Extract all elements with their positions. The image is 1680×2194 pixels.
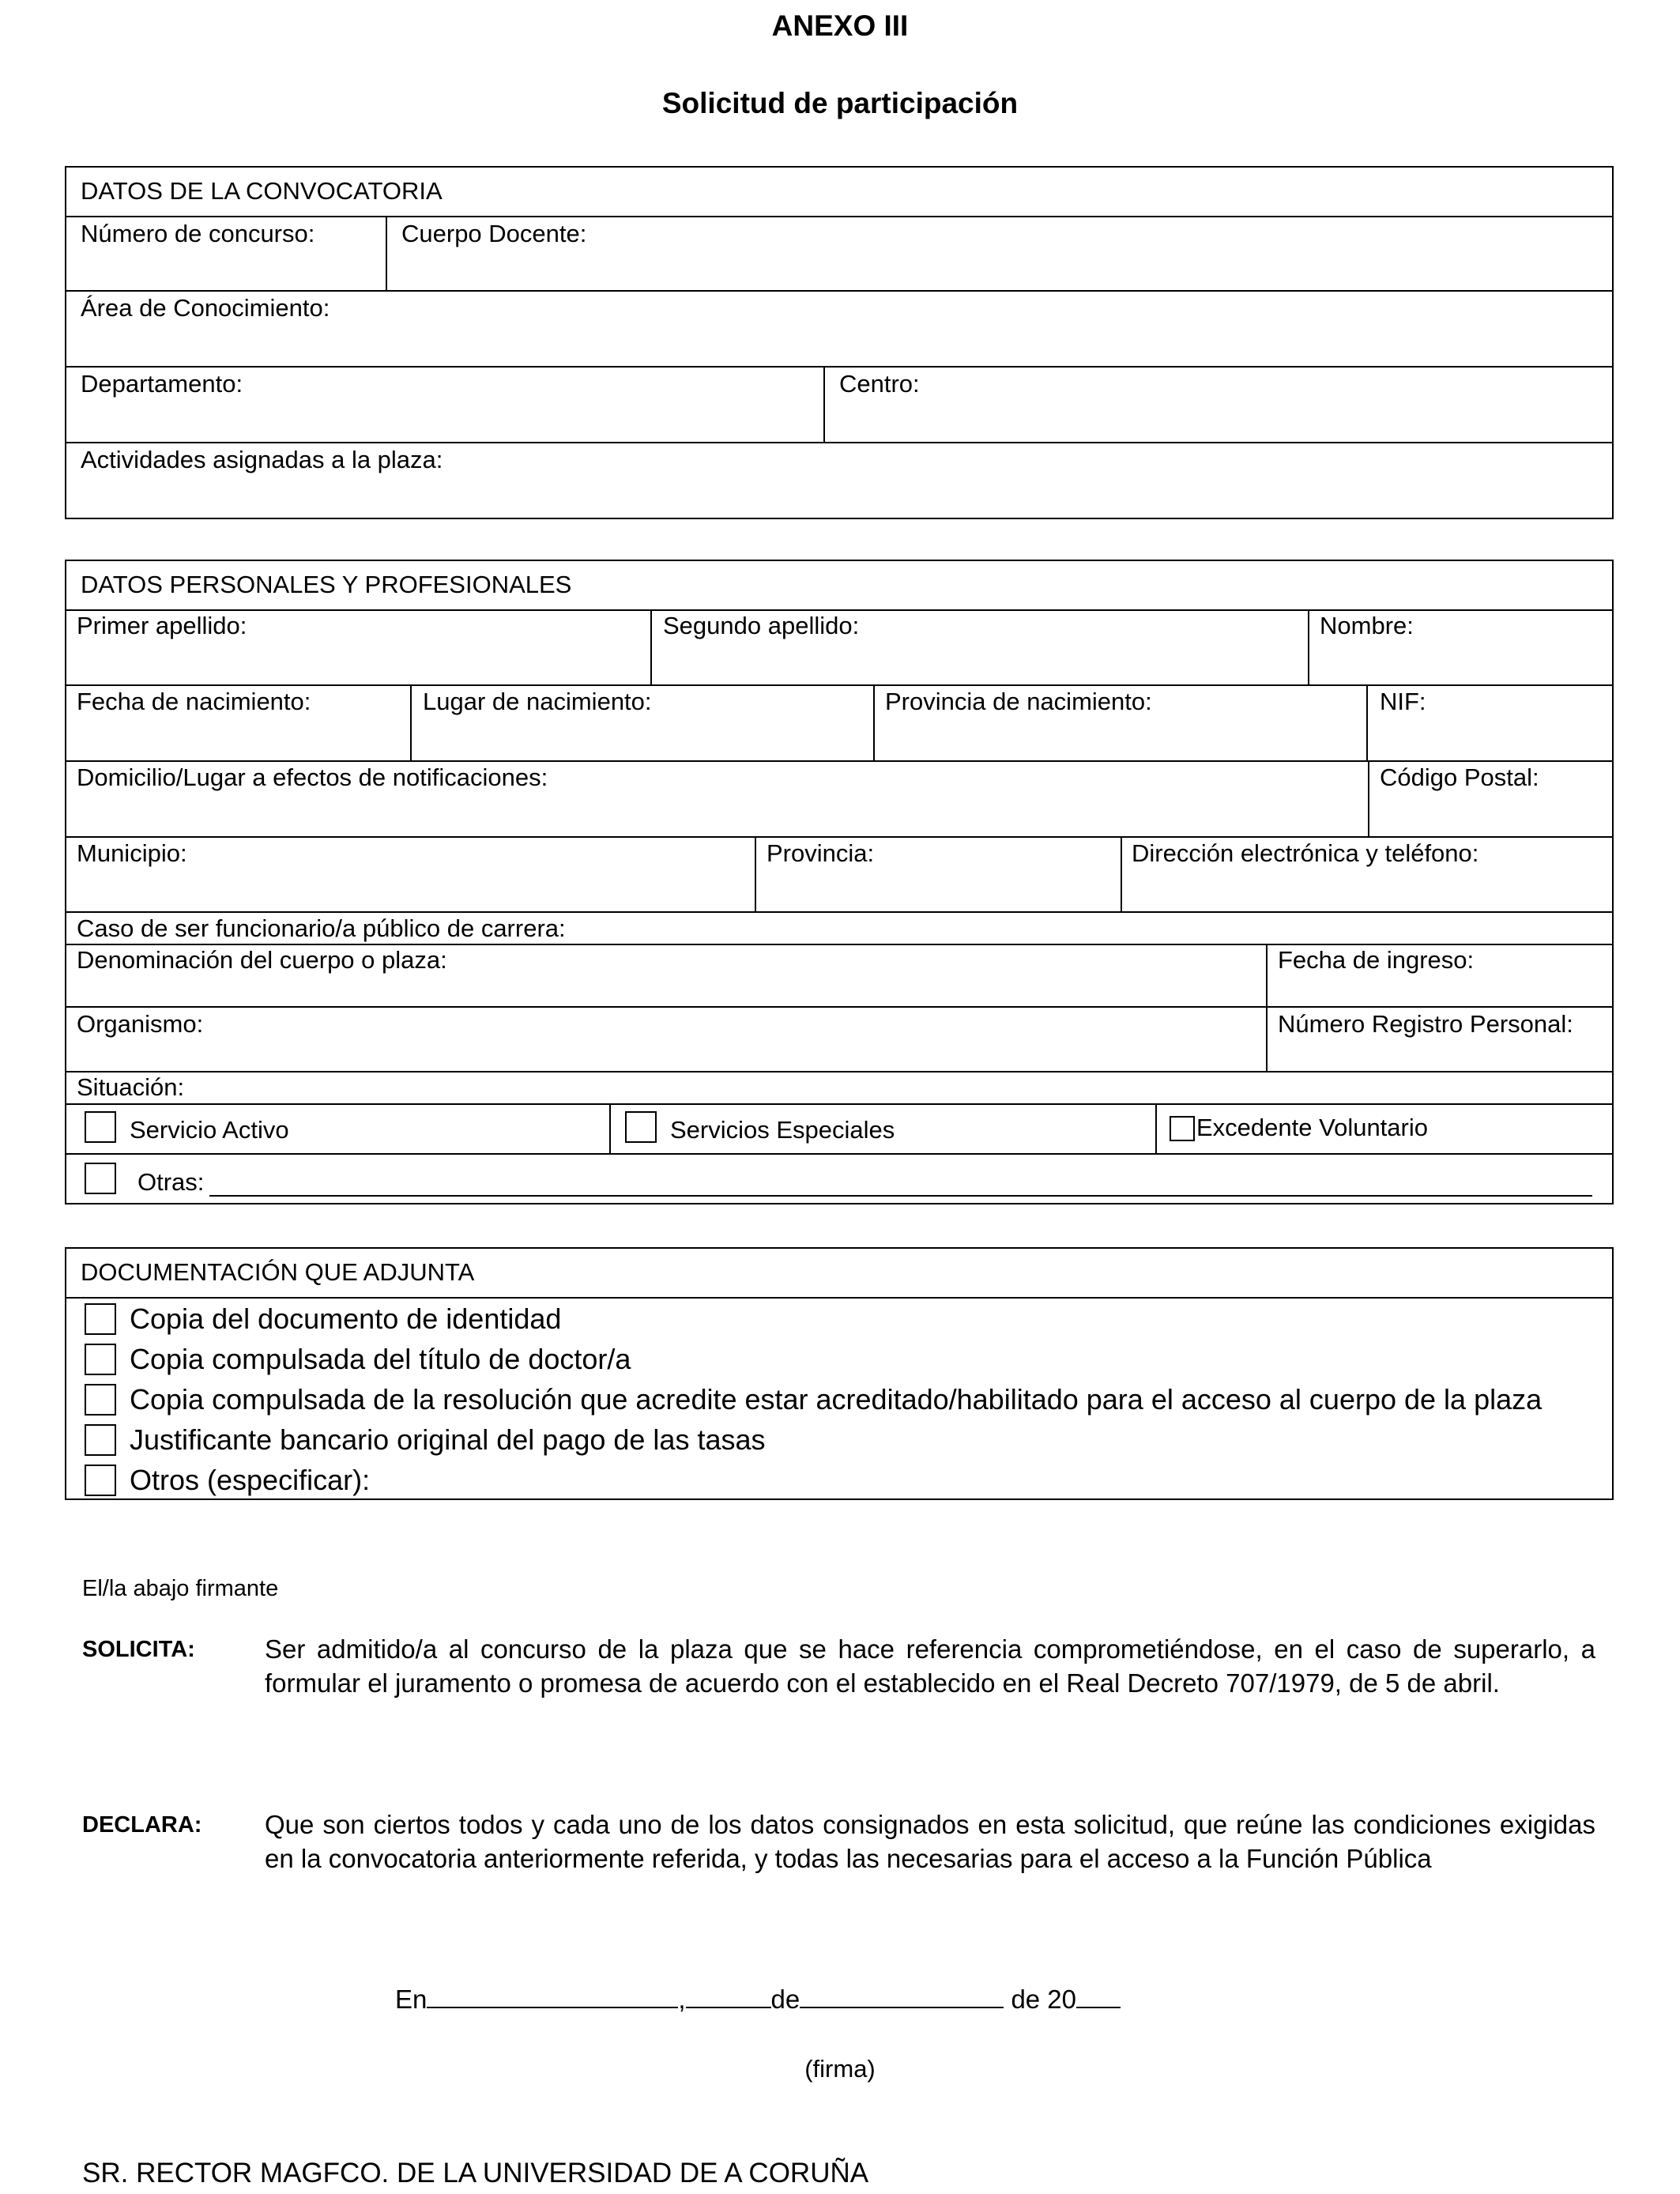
personales-heading: DATOS PERSONALES Y PROFESIONALES: [81, 571, 572, 598]
divider: [1308, 609, 1309, 684]
form-title: Solicitud de participación: [661, 87, 1019, 119]
domicilio-field[interactable]: Domicilio/Lugar a efectos de notificaciones:: [77, 763, 548, 791]
declara-text: Que son ciertos todos y cada uno de los datos consignados en esta solicitud, que reúne las condiciones exigidas en la convocatoria anteriormente referida, y todas las necesarias para el acceso a la Función Pública: [265, 1810, 1595, 1873]
fecha-ingreso-field[interactable]: Fecha de ingreso:: [1278, 946, 1475, 974]
doc-item: Copia compulsada de la resolución que acredite estar acreditado/habilitado para el acceso al cuerpo de la plaza: [130, 1383, 1543, 1416]
divider: [65, 1153, 1614, 1155]
lugar-blank[interactable]: [427, 1983, 678, 2008]
doc-identidad-checkbox[interactable]: [85, 1303, 116, 1335]
divider: [1368, 760, 1369, 836]
numero-concurso-field[interactable]: Número de concurso:: [81, 220, 315, 247]
fecha-nacimiento-field[interactable]: Fecha de nacimiento:: [77, 688, 311, 715]
nif-field[interactable]: NIF:: [1380, 688, 1426, 715]
doc-justificante-checkbox[interactable]: [85, 1424, 116, 1456]
divider: [65, 911, 1614, 913]
divider: [65, 216, 1614, 217]
divider: [65, 1103, 1614, 1105]
cuerpo-docente-field[interactable]: Cuerpo Docente:: [401, 220, 587, 247]
personales-section: [65, 560, 1614, 1204]
servicios-especiales-checkbox[interactable]: [625, 1111, 657, 1143]
denominacion-field[interactable]: Denominación del cuerpo o plaza:: [77, 946, 447, 974]
fecha-en: En: [395, 1985, 428, 2014]
anio-blank[interactable]: [1076, 1983, 1121, 2008]
excedente-voluntario-label: Excedente Voluntario: [1196, 1114, 1428, 1141]
centro-field[interactable]: Centro:: [839, 370, 920, 398]
divider: [873, 684, 875, 760]
mes-blank[interactable]: [800, 1983, 1004, 2008]
divider: [65, 760, 1614, 762]
doc-item: Copia del documento de identidad: [130, 1302, 562, 1335]
area-conocimiento-field[interactable]: Área de Conocimiento:: [81, 294, 330, 322]
divider: [1366, 684, 1368, 760]
divider: [65, 609, 1614, 611]
solicita-label: SOLICITA:: [82, 1637, 195, 1662]
dia-blank[interactable]: [686, 1983, 771, 2008]
divider: [1121, 836, 1122, 911]
solicita-text: Ser admitido/a al concurso de la plaza que se hace referencia comprometiéndose, en el caso de superarlo, a formular el juramento o promesa de acuerdo con el establecido en el Real Decreto 707/1979, de 5 de abril.: [265, 1634, 1595, 1698]
servicio-activo-checkbox[interactable]: [85, 1111, 116, 1143]
provincia-field[interactable]: Provincia:: [767, 839, 875, 867]
fecha-de: de: [770, 1985, 800, 2014]
divider: [65, 1006, 1614, 1008]
nombre-field[interactable]: Nombre:: [1320, 612, 1414, 639]
divider: [410, 684, 412, 760]
divider: [755, 836, 756, 911]
firmante-intro: El/la abajo firmante: [82, 1576, 279, 1601]
divider: [386, 216, 387, 290]
doc-otros-checkbox[interactable]: [85, 1465, 116, 1496]
documentacion-heading: DOCUMENTACIÓN QUE ADJUNTA: [81, 1258, 475, 1286]
annex-title: ANEXO III: [771, 9, 909, 42]
doc-titulo-checkbox[interactable]: [85, 1344, 116, 1375]
divider: [65, 1071, 1614, 1072]
firma-label: (firma): [804, 2055, 876, 2083]
lugar-nacimiento-field[interactable]: Lugar de nacimiento:: [423, 688, 652, 715]
divider: [65, 944, 1614, 945]
otras-label: Otras:: [137, 1168, 205, 1196]
divider: [65, 442, 1614, 443]
divider: [1155, 1103, 1157, 1153]
doc-item: Otros (especificar):: [130, 1464, 371, 1496]
excedente-voluntario-checkbox[interactable]: [1170, 1116, 1195, 1141]
divider: [650, 609, 652, 684]
servicios-especiales-label: Servicios Especiales: [670, 1116, 895, 1144]
divider: [65, 366, 1614, 368]
otras-line[interactable]: [209, 1195, 1592, 1197]
funcionario-heading: Caso de ser funcionario/a público de carrera:: [77, 914, 566, 942]
organismo-field[interactable]: Organismo:: [77, 1010, 204, 1038]
provincia-nacimiento-field[interactable]: Provincia de nacimiento:: [885, 688, 1152, 715]
declara-label: DECLARA:: [82, 1812, 202, 1838]
divider: [609, 1103, 611, 1153]
otras-checkbox[interactable]: [85, 1163, 116, 1194]
fecha-comma: ,: [678, 1985, 686, 2014]
servicio-activo-label: Servicio Activo: [130, 1116, 289, 1144]
doc-item: Justificante bancario original del pago de las tasas: [130, 1423, 766, 1456]
registro-personal-field[interactable]: Número Registro Personal:: [1278, 1010, 1573, 1038]
doc-resolucion-checkbox[interactable]: [85, 1384, 116, 1416]
doc-item: Copia compulsada del título de doctor/a: [130, 1343, 631, 1375]
departamento-field[interactable]: Departamento:: [81, 370, 243, 398]
municipio-field[interactable]: Municipio:: [77, 839, 187, 867]
segundo-apellido-field[interactable]: Segundo apellido:: [663, 612, 860, 639]
codigo-postal-field[interactable]: Código Postal:: [1380, 763, 1539, 791]
convocatoria-heading: DATOS DE LA CONVOCATORIA: [81, 177, 443, 205]
fecha-firma-line: [395, 1983, 1121, 2015]
divider: [65, 290, 1614, 292]
divider: [65, 684, 1614, 686]
fecha-de20: de 20: [1011, 1985, 1077, 2014]
direccion-telefono-field[interactable]: Dirección electrónica y teléfono:: [1132, 839, 1479, 867]
primer-apellido-field[interactable]: Primer apellido:: [77, 612, 247, 639]
situacion-heading: Situación:: [77, 1073, 185, 1101]
divider: [823, 366, 825, 442]
divider: [1266, 944, 1268, 1071]
divider: [65, 836, 1614, 838]
divider: [65, 1297, 1614, 1299]
actividades-field[interactable]: Actividades asignadas a la plaza:: [81, 446, 443, 473]
destinatario: SR. RECTOR MAGFCO. DE LA UNIVERSIDAD DE A CORUÑA: [82, 2158, 869, 2188]
